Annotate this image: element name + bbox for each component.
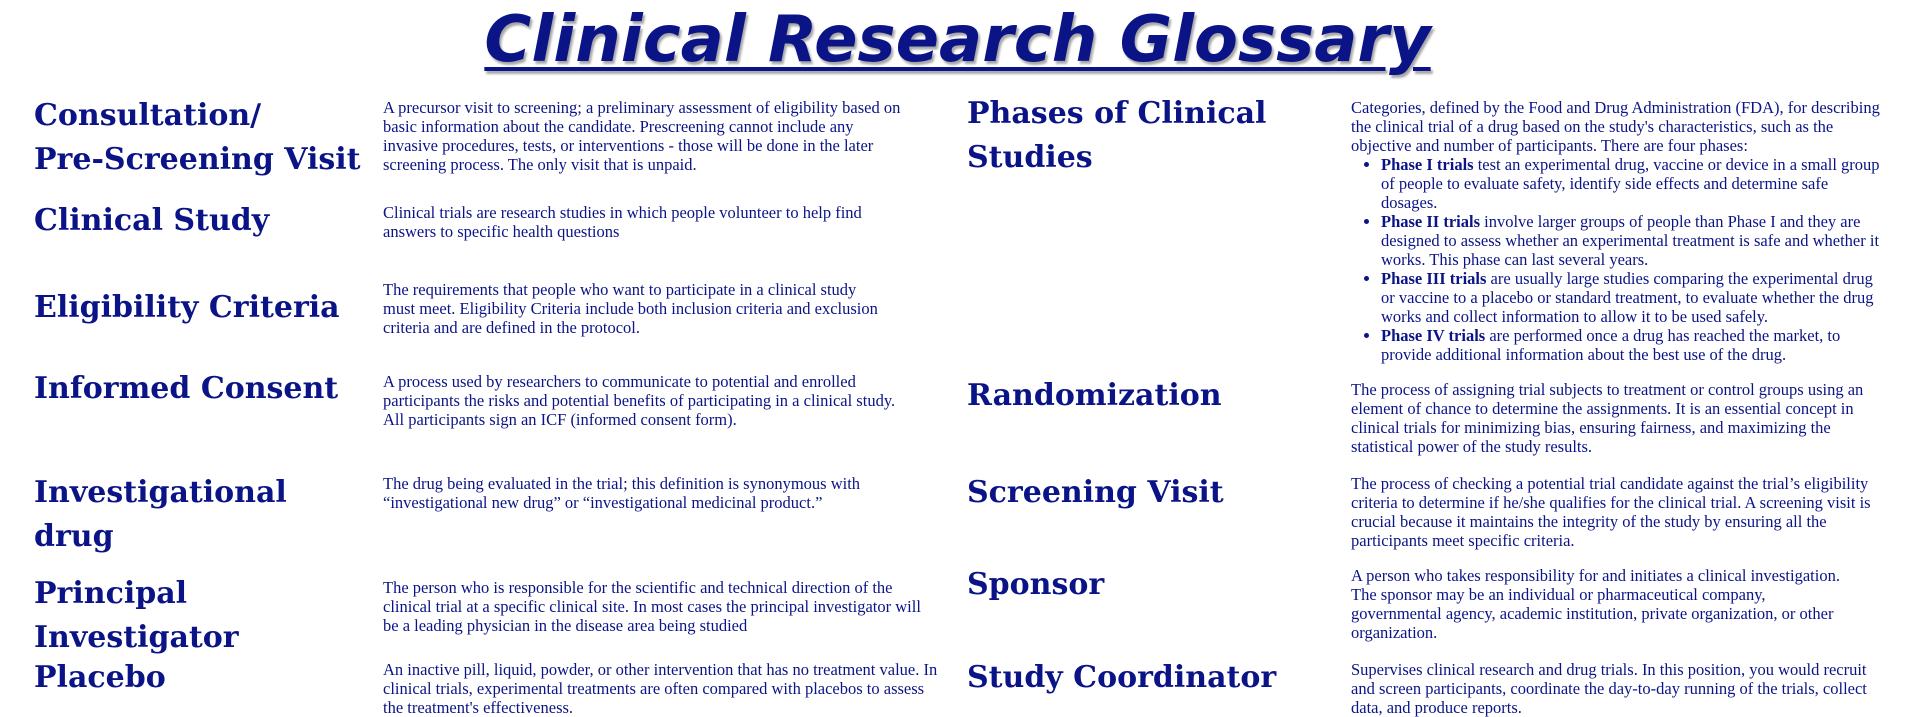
definition-consultation: A precursor visit to screening; a preliminary assessment of eligibility based on basic information about the candidate. Prescreening cannot include any invasive procedures, tests, or interventions - those will be done in the later screening process. The only visit that is unpaid. [383, 98, 901, 174]
phase-label: Phase IV trials [1381, 326, 1486, 345]
list-item [1381, 155, 1886, 212]
definition-sponsor: A person who takes responsibility for and initiates a clinical investigation. The sponsor may be an individual or pharmaceutical company, governmental agency, academic institution, private organization, or other organization. [1351, 566, 1840, 642]
phase-label: Phase II trials [1381, 212, 1480, 231]
definition-screening-visit: The process of checking a potential trial candidate against the trial’s eligibility criteria to determine if he/she qualifies for the clinical trial. A screening visit is crucial because it maintains the integrity of the study by ensuring all the participants meet specific criteria. [1351, 474, 1871, 550]
phase-text: involve larger groups of people than Phase I and they are designed to assess whether an experimental treatment is safe and whether it works. This phase can last several years. [1381, 212, 1880, 269]
phase-text: test an experimental drug, vaccine or device in a small group of people to evaluate safety, identify side effects and determine safe dosages. [1381, 155, 1880, 212]
list-item [1381, 326, 1886, 364]
phase-text: are performed once a drug has reached the market, to provide additional information about the best use of the drug. [1381, 326, 1841, 364]
term-eligibility-criteria: Eligibility Criteria [34, 290, 340, 325]
phases-list [1351, 155, 1886, 364]
term-sponsor: Sponsor [967, 567, 1105, 602]
term-principal-investigator: Principal Investigator [34, 576, 239, 655]
list-item [1381, 269, 1886, 326]
term-clinical-study: Clinical Study [34, 203, 270, 238]
phase-label: Phase I trials [1381, 155, 1474, 174]
term-consultation [34, 94, 364, 182]
term-placebo: Placebo [34, 660, 166, 695]
definition-informed-consent: A process used by researchers to communicate to potential and enrolled participants the risks and potential benefits of participating in a clinical study. All participants sign an ICF (informed consent form). [383, 372, 896, 429]
definition-study-coordinator: Supervises clinical research and drug trials. In this position, you would recruit and screen participants, coordinate the day-to-day running of the trials, collect data, and produce reports. [1351, 660, 1867, 717]
term-investigational-drug: Investigational drug [34, 475, 287, 554]
definition-phases-of-clinical-studies [1351, 98, 1886, 364]
term-line-2: Pre-Screening Visit [34, 142, 361, 177]
term-screening-visit: Screening Visit [967, 475, 1224, 510]
definition-clinical-study: Clinical trials are research studies in which people volunteer to help find answers to specific health questions [383, 203, 862, 241]
term-phases-of-clinical-studies: Phases of Clinical Studies [967, 96, 1267, 175]
term-randomization: Randomization [967, 378, 1222, 413]
definition-eligibility-criteria: The requirements that people who want to participate in a clinical study must meet. Eligibility Criteria include both inclusion criteria and exclusion criteria and are defined in the protocol. [383, 280, 878, 337]
term-line-1: Consultation/ [34, 98, 262, 133]
page-title: Clinical Research Glossary [484, 3, 1431, 77]
phase-text: are usually large studies comparing the experimental drug or vaccine to a placebo or standard treatment, to evaluate whether the drug works and collect information to allow it to be used safely. [1381, 269, 1874, 326]
definition-investigational-drug: The drug being evaluated in the trial; this definition is synonymous with “investigational new drug” or “investigational medicinal product.” [383, 474, 861, 512]
term-informed-consent: Informed Consent [34, 371, 339, 406]
list-item [1381, 212, 1886, 269]
definition-principal-investigator: The person who is responsible for the scientific and technical direction of the clinical trial at a specific clinical site. In most cases the principal investigator will be a leading physician in the disease area being studied [383, 578, 921, 635]
definition-randomization: The process of assigning trial subjects to treatment or control groups using an element of chance to determine the assignments. It is an essential concept in clinical trials for minimizing bias, ensuring fairness, and maximizing the statistical power of the study results. [1351, 380, 1864, 456]
phases-intro: Categories, defined by the Food and Drug Administration (FDA), for describing the clinical trial of a drug based on the study's characteristics, such as the objective and number of participants. There are four phases: [1351, 98, 1880, 155]
phase-label: Phase III trials [1381, 269, 1487, 288]
term-study-coordinator: Study Coordinator [967, 660, 1277, 695]
definition-placebo: An inactive pill, liquid, powder, or other intervention that has no treatment value. In clinical trials, experimental treatments are often compared with placebos to assess the treatment's effectiveness. [383, 660, 938, 717]
